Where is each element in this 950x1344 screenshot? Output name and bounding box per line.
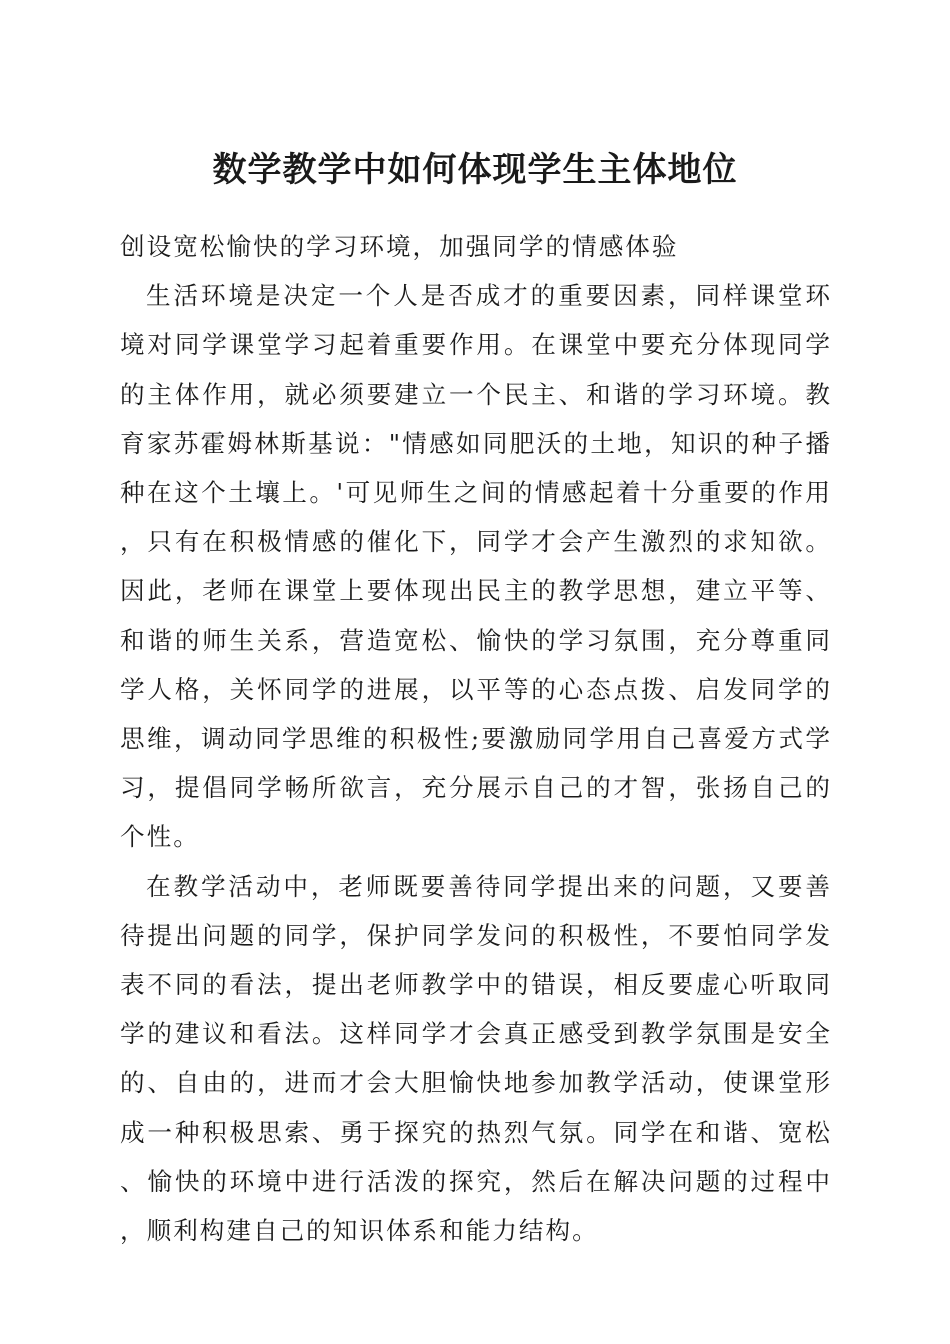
section-subheading: 创设宽松愉快的学习环境，加强同学的情感体验	[120, 232, 679, 261]
body-paragraph-1: 生活环境是决定一个人是否成才的重要因素，同样课堂环境对同学课堂学习起着重要作用。在课堂中要充分体现同学的主体作用，就必须要建立一个民主、和谐的学习环境。教育家苏霍姆林斯基说："情感如同肥沃的土地，知识的种子播种在这个土壤上。'可见师生之间的情感起着十分重要的作用，只有在积极情感的催化下，同学才会产生激烈的求知欲。因此，老师在课堂上要体现出民主的教学思想，建立平等、和谐的师生关系，营造宽松、愉快的学习氛围，充分尊重同学人格，关怀同学的进展，以平等的心态点拨、启发同学的思维，调动同学思维的积极性;要激励同学用自己喜爱方式学习，提倡同学畅所欲言，充分展示自己的才智，张扬自己的个性。	[120, 281, 832, 852]
body-paragraph-2: 在教学活动中，老师既要善待同学提出来的问题，又要善待提出问题的同学，保护同学发问的积极性，不要怕同学发表不同的看法，提出老师教学中的错误，相反要虚心听取同学的建议和看法。这样同学才会真正感受到教学氛围是安全的、自由的，进而才会大胆愉快地参加教学活动，使课堂形成一种积极思索、勇于探究的热烈气氛。同学在和谐、宽松、愉快的环境中进行活泼的探究，然后在解决问题的过程中，顺利构建自己的知识体系和能力结构。	[120, 871, 832, 1246]
document-title: 数学教学中如何体现学生主体地位	[212, 150, 738, 190]
document-body	[120, 222, 832, 1255]
